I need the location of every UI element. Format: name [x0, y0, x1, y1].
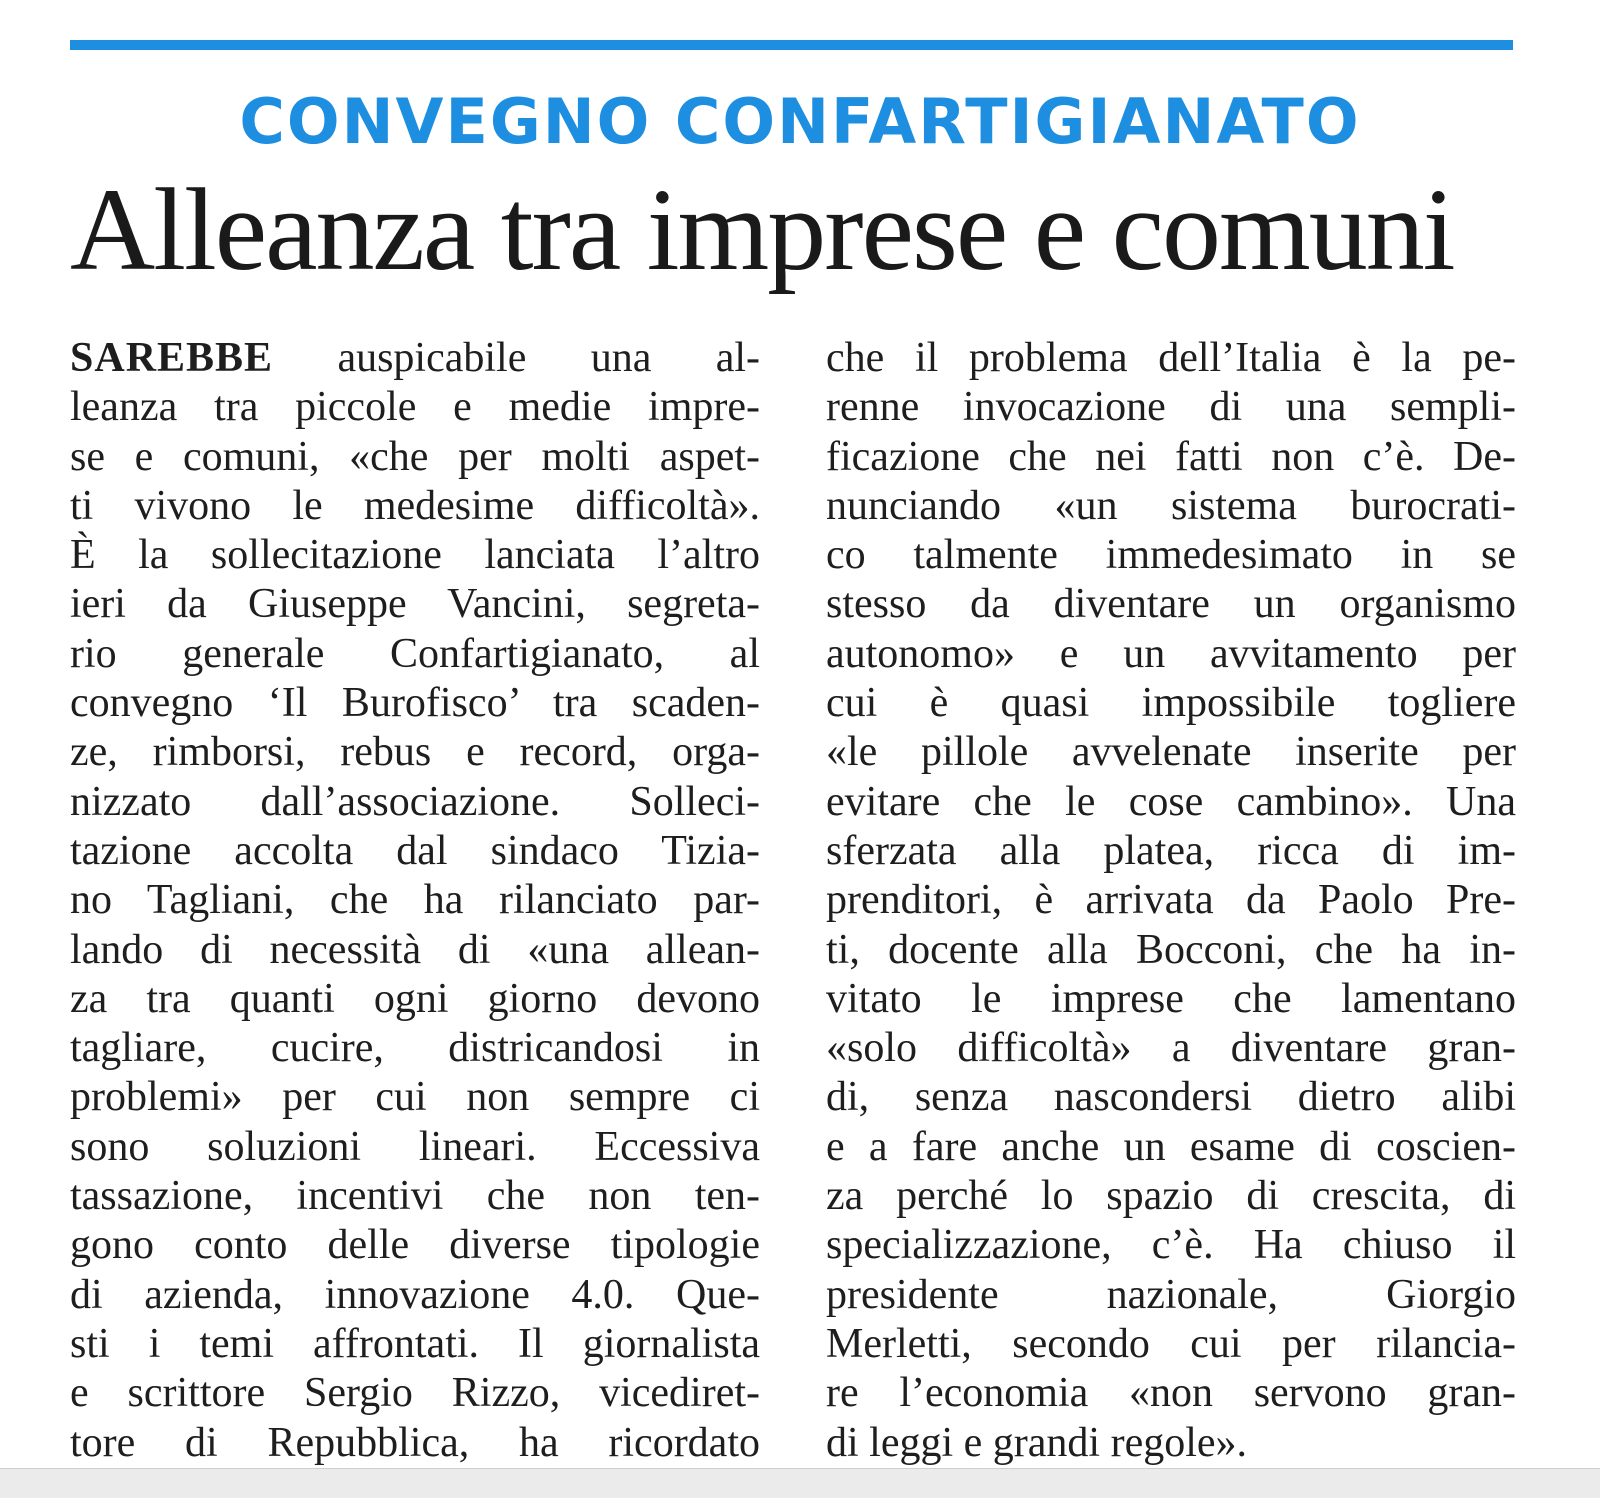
top-rule — [70, 40, 1513, 50]
body-line: presidente nazionale, Giorgio — [826, 1271, 1516, 1318]
body-line: ti, docente alla Bocconi, che ha in- — [826, 926, 1516, 973]
bottom-edge-bar — [0, 1468, 1600, 1498]
body-line: no Tagliani, che ha rilanciato par- — [70, 877, 760, 924]
body-line: lando di necessità di «una allean- — [70, 926, 760, 973]
body-line: vitato le imprese che lamentano — [826, 975, 1516, 1022]
body-line: prenditori, è arrivata da Paolo Pre- — [826, 877, 1516, 924]
body-line — [70, 334, 760, 383]
body-column-right — [826, 334, 1516, 1468]
body-line: «le pillole avvelenate inserite per — [826, 729, 1516, 776]
first-line-rest: auspicabile una al- — [337, 335, 761, 381]
body-line: za tra quanti ogni giorno devono — [70, 975, 760, 1022]
lead-word: SAREBBE — [70, 335, 274, 381]
body-line: gono conto delle diverse tipologie — [70, 1222, 760, 1269]
body-line: Merletti, secondo cui per rilancia- — [826, 1320, 1516, 1367]
body-line: di, senza nascondersi dietro alibi — [826, 1074, 1516, 1121]
body-line: tore di Repubblica, ha ricordato — [70, 1419, 760, 1466]
body-line: tazione accolta dal sindaco Tizia- — [70, 827, 760, 874]
body-line: ti vivono le medesime difficoltà». — [70, 482, 760, 529]
body-line: di leggi e grandi regole». — [826, 1419, 1248, 1466]
body-line: convegno ‘Il Burofisco’ tra scaden- — [70, 680, 760, 727]
body-column-left — [70, 334, 760, 1468]
body-line: ieri da Giuseppe Vancini, segreta- — [70, 581, 760, 628]
body-line: evitare che le cose cambino». Una — [826, 778, 1516, 825]
body-line: e scrittore Sergio Rizzo, vicediret- — [70, 1370, 760, 1417]
body-line: se e comuni, «che per molti aspet- — [70, 433, 760, 480]
body-line: di azienda, innovazione 4.0. Que- — [70, 1271, 760, 1318]
body-line: cui è quasi impossibile togliere — [826, 680, 1516, 727]
body-line: e a fare anche un esame di coscien- — [826, 1123, 1516, 1170]
body-line: È la sollecitazione lanciata l’altro — [70, 532, 760, 579]
body-line: «solo difficoltà» a diventare gran- — [826, 1025, 1516, 1072]
body-line: za perché lo spazio di crescita, di — [826, 1173, 1516, 1220]
body-line: ficazione che nei fatti non c’è. De- — [826, 433, 1516, 480]
body-line: tassazione, incentivi che non ten- — [70, 1173, 760, 1220]
body-line: problemi» per cui non sempre ci — [70, 1074, 760, 1121]
body-line: ze, rimborsi, rebus e record, orga- — [70, 729, 760, 776]
body-line: renne invocazione di una sempli- — [826, 384, 1516, 431]
body-line: sferzata alla platea, ricca di im- — [826, 827, 1516, 874]
body-line: nunciando «un sistema burocrati- — [826, 482, 1516, 529]
body-line: co talmente immedesimato in se — [826, 532, 1516, 579]
body-line: che il problema dell’Italia è la pe- — [826, 335, 1516, 381]
body-line: sti i temi affrontati. Il giornalista — [70, 1320, 760, 1367]
body-line: tagliare, cucire, districandosi in — [70, 1025, 760, 1072]
article-kicker: CONVEGNO CONFARTIGIANATO — [239, 85, 1361, 158]
body-line: re l’economia «non servono gran- — [826, 1370, 1516, 1417]
body-line: leanza tra piccole e medie impre- — [70, 384, 760, 431]
body-line: autonomo» e un avvitamento per — [826, 630, 1516, 677]
body-line: specializzazione, c’è. Ha chiuso il — [826, 1222, 1516, 1269]
body-line: stesso da diventare un organismo — [826, 581, 1516, 628]
body-line: nizzato dall’associazione. Solleci- — [70, 778, 760, 825]
article-headline: Alleanza tra imprese e comuni — [70, 164, 1454, 295]
body-line: rio generale Confartigianato, al — [70, 630, 760, 677]
body-line: sono soluzioni lineari. Eccessiva — [70, 1123, 760, 1170]
